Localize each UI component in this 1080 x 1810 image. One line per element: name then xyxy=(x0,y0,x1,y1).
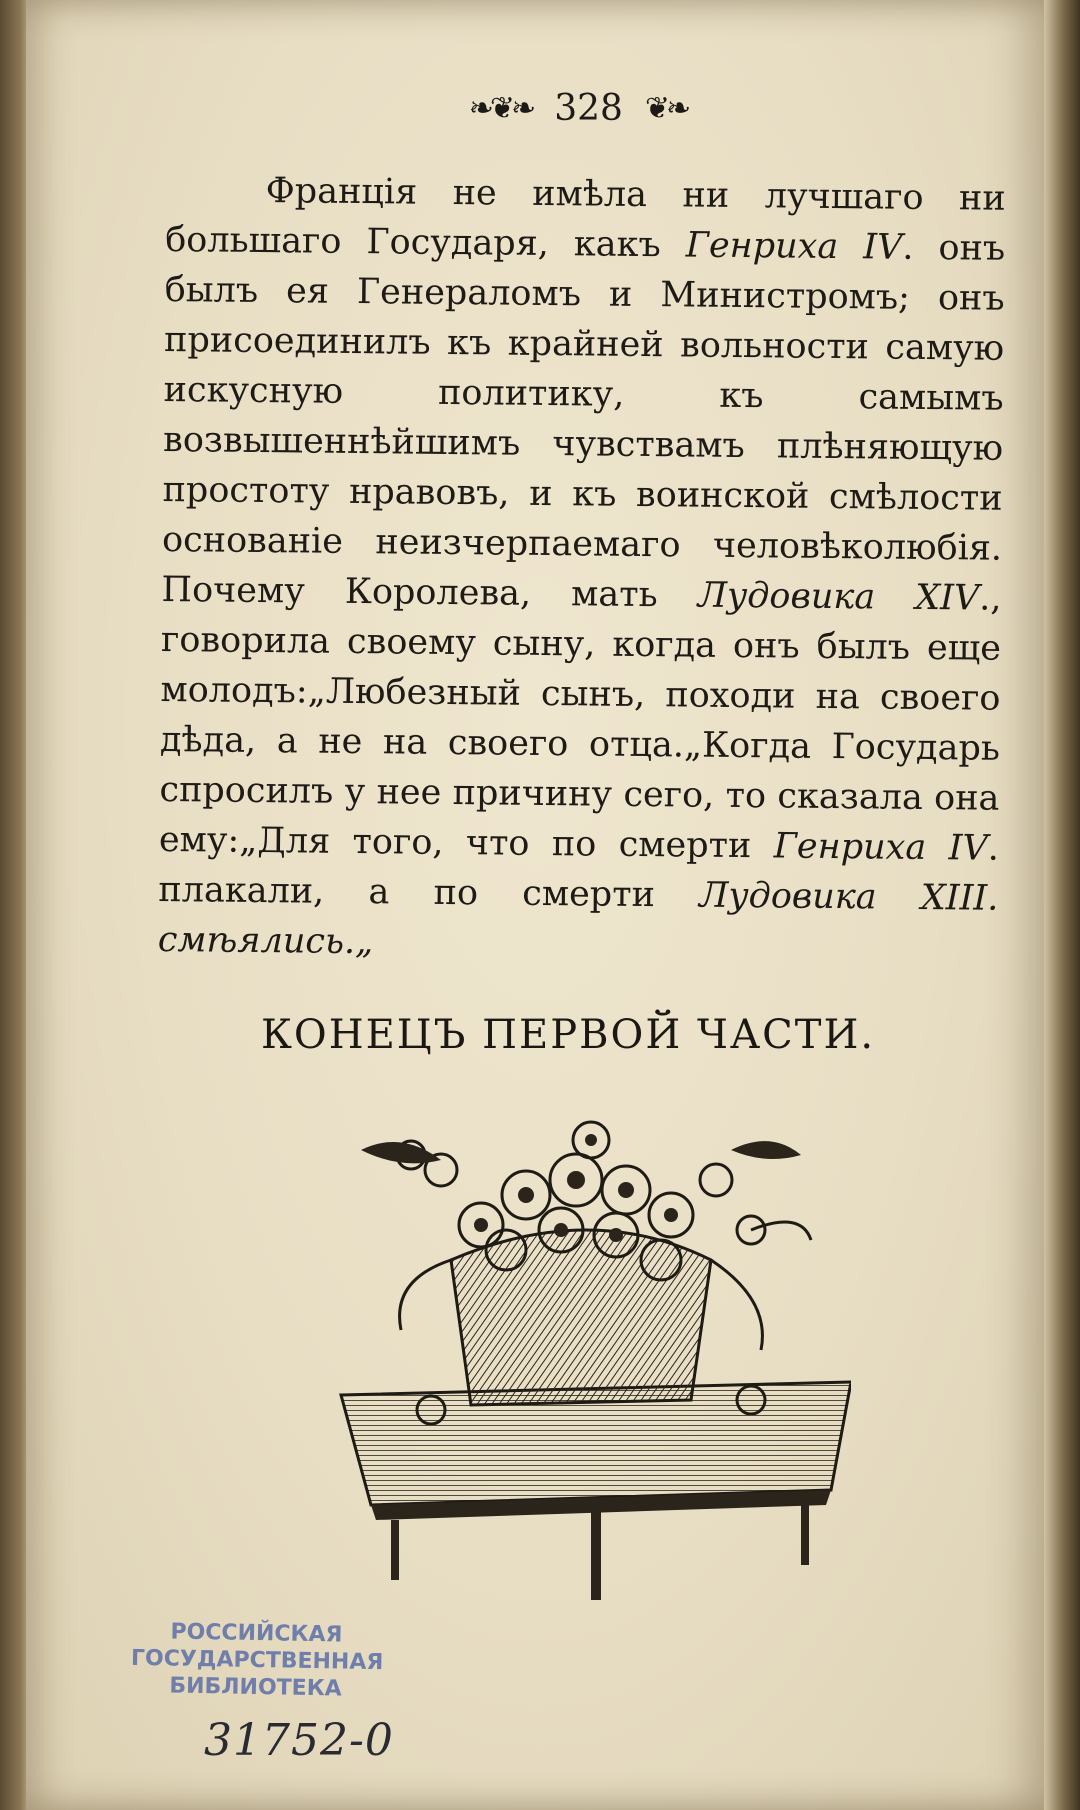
text-run-italic: Лудовика XIV xyxy=(697,575,980,619)
shelfmark-handwritten: 31752-0 xyxy=(204,1715,394,1766)
text-run: ., говорила своему сыну, когда онъ былъ еще молодъ:„Любезный сынъ, походи на своего дѣда, а не на своего отца.„Когда Государь спросилъ у нее причину сего, то сказала она ему:„Для того, что по смерти xyxy=(158,578,1002,867)
text-run-italic: Генриха IV xyxy=(773,826,988,869)
text-run-italic: Лудовика XIII xyxy=(698,875,988,919)
book-edge-right xyxy=(1044,0,1080,1810)
body-text xyxy=(158,165,1006,974)
stamp-line: БИБЛИОТЕКА xyxy=(169,1673,342,1702)
ornament-left-icon: ❧❦❧ xyxy=(468,90,533,126)
page-header xyxy=(66,88,1080,129)
text-run-italic: Генриха IV xyxy=(685,225,903,268)
text-run: . плакали, а по смерти xyxy=(158,828,1000,916)
ornament-right-icon: ❦❧ xyxy=(644,90,688,126)
page-number: 328 xyxy=(554,88,623,129)
paragraph xyxy=(158,165,1006,974)
text-run: Франція не имѣла ни лучшаго ни большаго Государя, какъ xyxy=(165,171,1006,266)
text-run-italic: . смѣялись.„ xyxy=(157,878,999,963)
library-stamp xyxy=(130,1618,384,1703)
end-of-part-heading: КОНЕЦЪ ПЕРВОЙ ЧАСТИ. xyxy=(260,1012,876,1058)
stamp-line: РОССИЙСКАЯ xyxy=(170,1619,343,1648)
book-page xyxy=(26,0,1050,1810)
flower-basket-vignette xyxy=(331,1110,851,1610)
stamp-line: ГОСУДАРСТВЕННАЯ xyxy=(130,1645,384,1676)
text-run: . онъ былъ ея Генераломъ и Министромъ; онъ присоединилъ къ крайней вольности самую искусную политику, къ самымъ возвышеннѣйшимъ чувствамъ плѣняющую простоту нравовъ, и къ воинской смѣлости основаніе неизчерпаемаго человѣколюбія. Почему Королева, мать xyxy=(161,227,1006,616)
